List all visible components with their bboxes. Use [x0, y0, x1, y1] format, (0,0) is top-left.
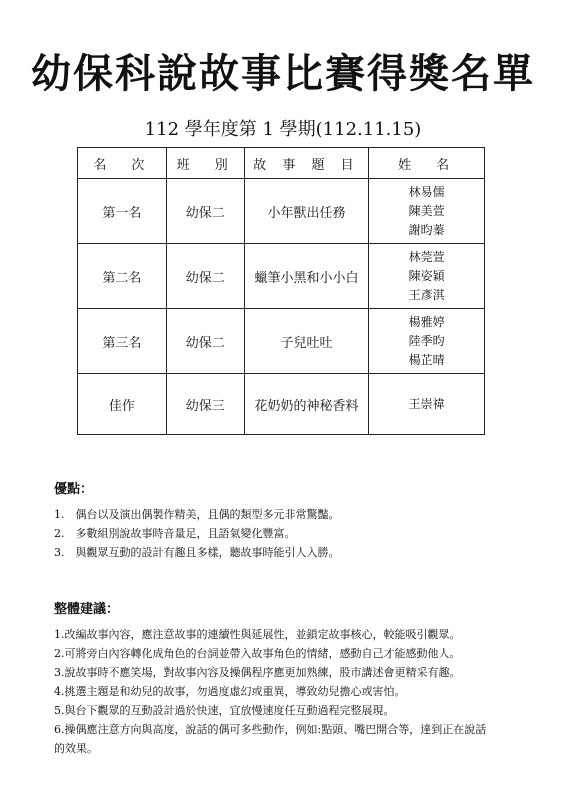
list-item: 5.與台下觀眾的互動設計過於快速，宜放慢速度任互動過程完整展現。 [54, 704, 395, 717]
document-subtitle: 112 學年度第 1 學期(112.11.15) [144, 119, 422, 140]
story-cell: 子兒吐吐 [244, 309, 369, 374]
header-class: 班 別 [166, 148, 244, 179]
document-title: 幼保科說故事比賽得獎名單 [31, 51, 535, 97]
student-name: 楊雅婷 [408, 314, 445, 329]
student-name: 王崇禕 [408, 396, 445, 411]
list-item: 3.說故事時不應笑場，對故事內容及操偶程序應更加熟練，股市講述會更精采有趣。 [54, 666, 461, 679]
names-cell [369, 179, 485, 244]
suggestions-heading: 整體建議： [54, 602, 120, 617]
story-cell: 蠟筆小黑和小小白 [244, 244, 369, 309]
student-name: 王彥淇 [408, 287, 445, 302]
student-name: 林易儒 [408, 184, 445, 199]
header-story: 故 事 題 目 [244, 148, 369, 179]
names-cell [369, 309, 485, 374]
table-header-row [78, 148, 485, 179]
list-item: 6.操偶應注意方向與高度，說話的偶可多些動作，例如:點頭、嘴巴開合等，達到正在說話 [54, 723, 487, 736]
names-cell [369, 374, 485, 435]
header-names: 姓 名 [369, 148, 485, 179]
list-item: 的效果。 [54, 742, 98, 755]
rank-cell: 佳作 [78, 374, 167, 435]
suggestions-list [54, 625, 524, 758]
student-name: 楊芷晴 [408, 352, 445, 367]
merits-heading: 優點： [54, 482, 94, 497]
awards-table [77, 147, 485, 435]
student-name: 陳姿穎 [408, 268, 445, 283]
table-row [78, 374, 485, 435]
merits-list [54, 505, 340, 562]
names-cell [369, 244, 485, 309]
list-item: 2. 多數組別說故事時音量足，且語氣變化豐富。 [54, 527, 296, 540]
rank-cell: 第一名 [78, 179, 167, 244]
student-name: 陳美萱 [408, 203, 445, 218]
student-name: 林莞萱 [408, 249, 445, 264]
list-item: 4.挑選主題是和幼兒的故事，勿過度虛幻或重異，導致幼兒擔心或害怕。 [54, 685, 406, 698]
list-item: 1. 偶台以及演出偶製作精美，且偶的類型多元非常驚豔。 [54, 508, 340, 521]
table-row [78, 179, 485, 244]
list-item: 3. 與觀眾互動的設計有趣且多樣，聽故事時能引人入勝。 [54, 546, 340, 559]
table-row [78, 244, 485, 309]
student-name: 陸季昀 [408, 333, 445, 348]
header-rank: 名 次 [78, 148, 167, 179]
class-cell: 幼保二 [166, 244, 244, 309]
rank-cell: 第三名 [78, 309, 167, 374]
story-cell: 小年獸出任務 [244, 179, 369, 244]
class-cell: 幼保二 [166, 179, 244, 244]
class-cell: 幼保二 [166, 309, 244, 374]
story-cell: 花奶奶的神秘香料 [244, 374, 369, 435]
list-item: 1.改編故事內容，應注意故事的連續性與延展性，並鎖定故事核心，較能吸引觀眾。 [54, 628, 461, 641]
student-name: 謝昀蓁 [408, 222, 445, 237]
table-row [78, 309, 485, 374]
list-item: 2.可將旁白內容轉化成角色的台詞並帶入故事角色的情緒，感動自己才能感動他人。 [54, 647, 461, 660]
rank-cell: 第二名 [78, 244, 167, 309]
class-cell: 幼保三 [166, 374, 244, 435]
